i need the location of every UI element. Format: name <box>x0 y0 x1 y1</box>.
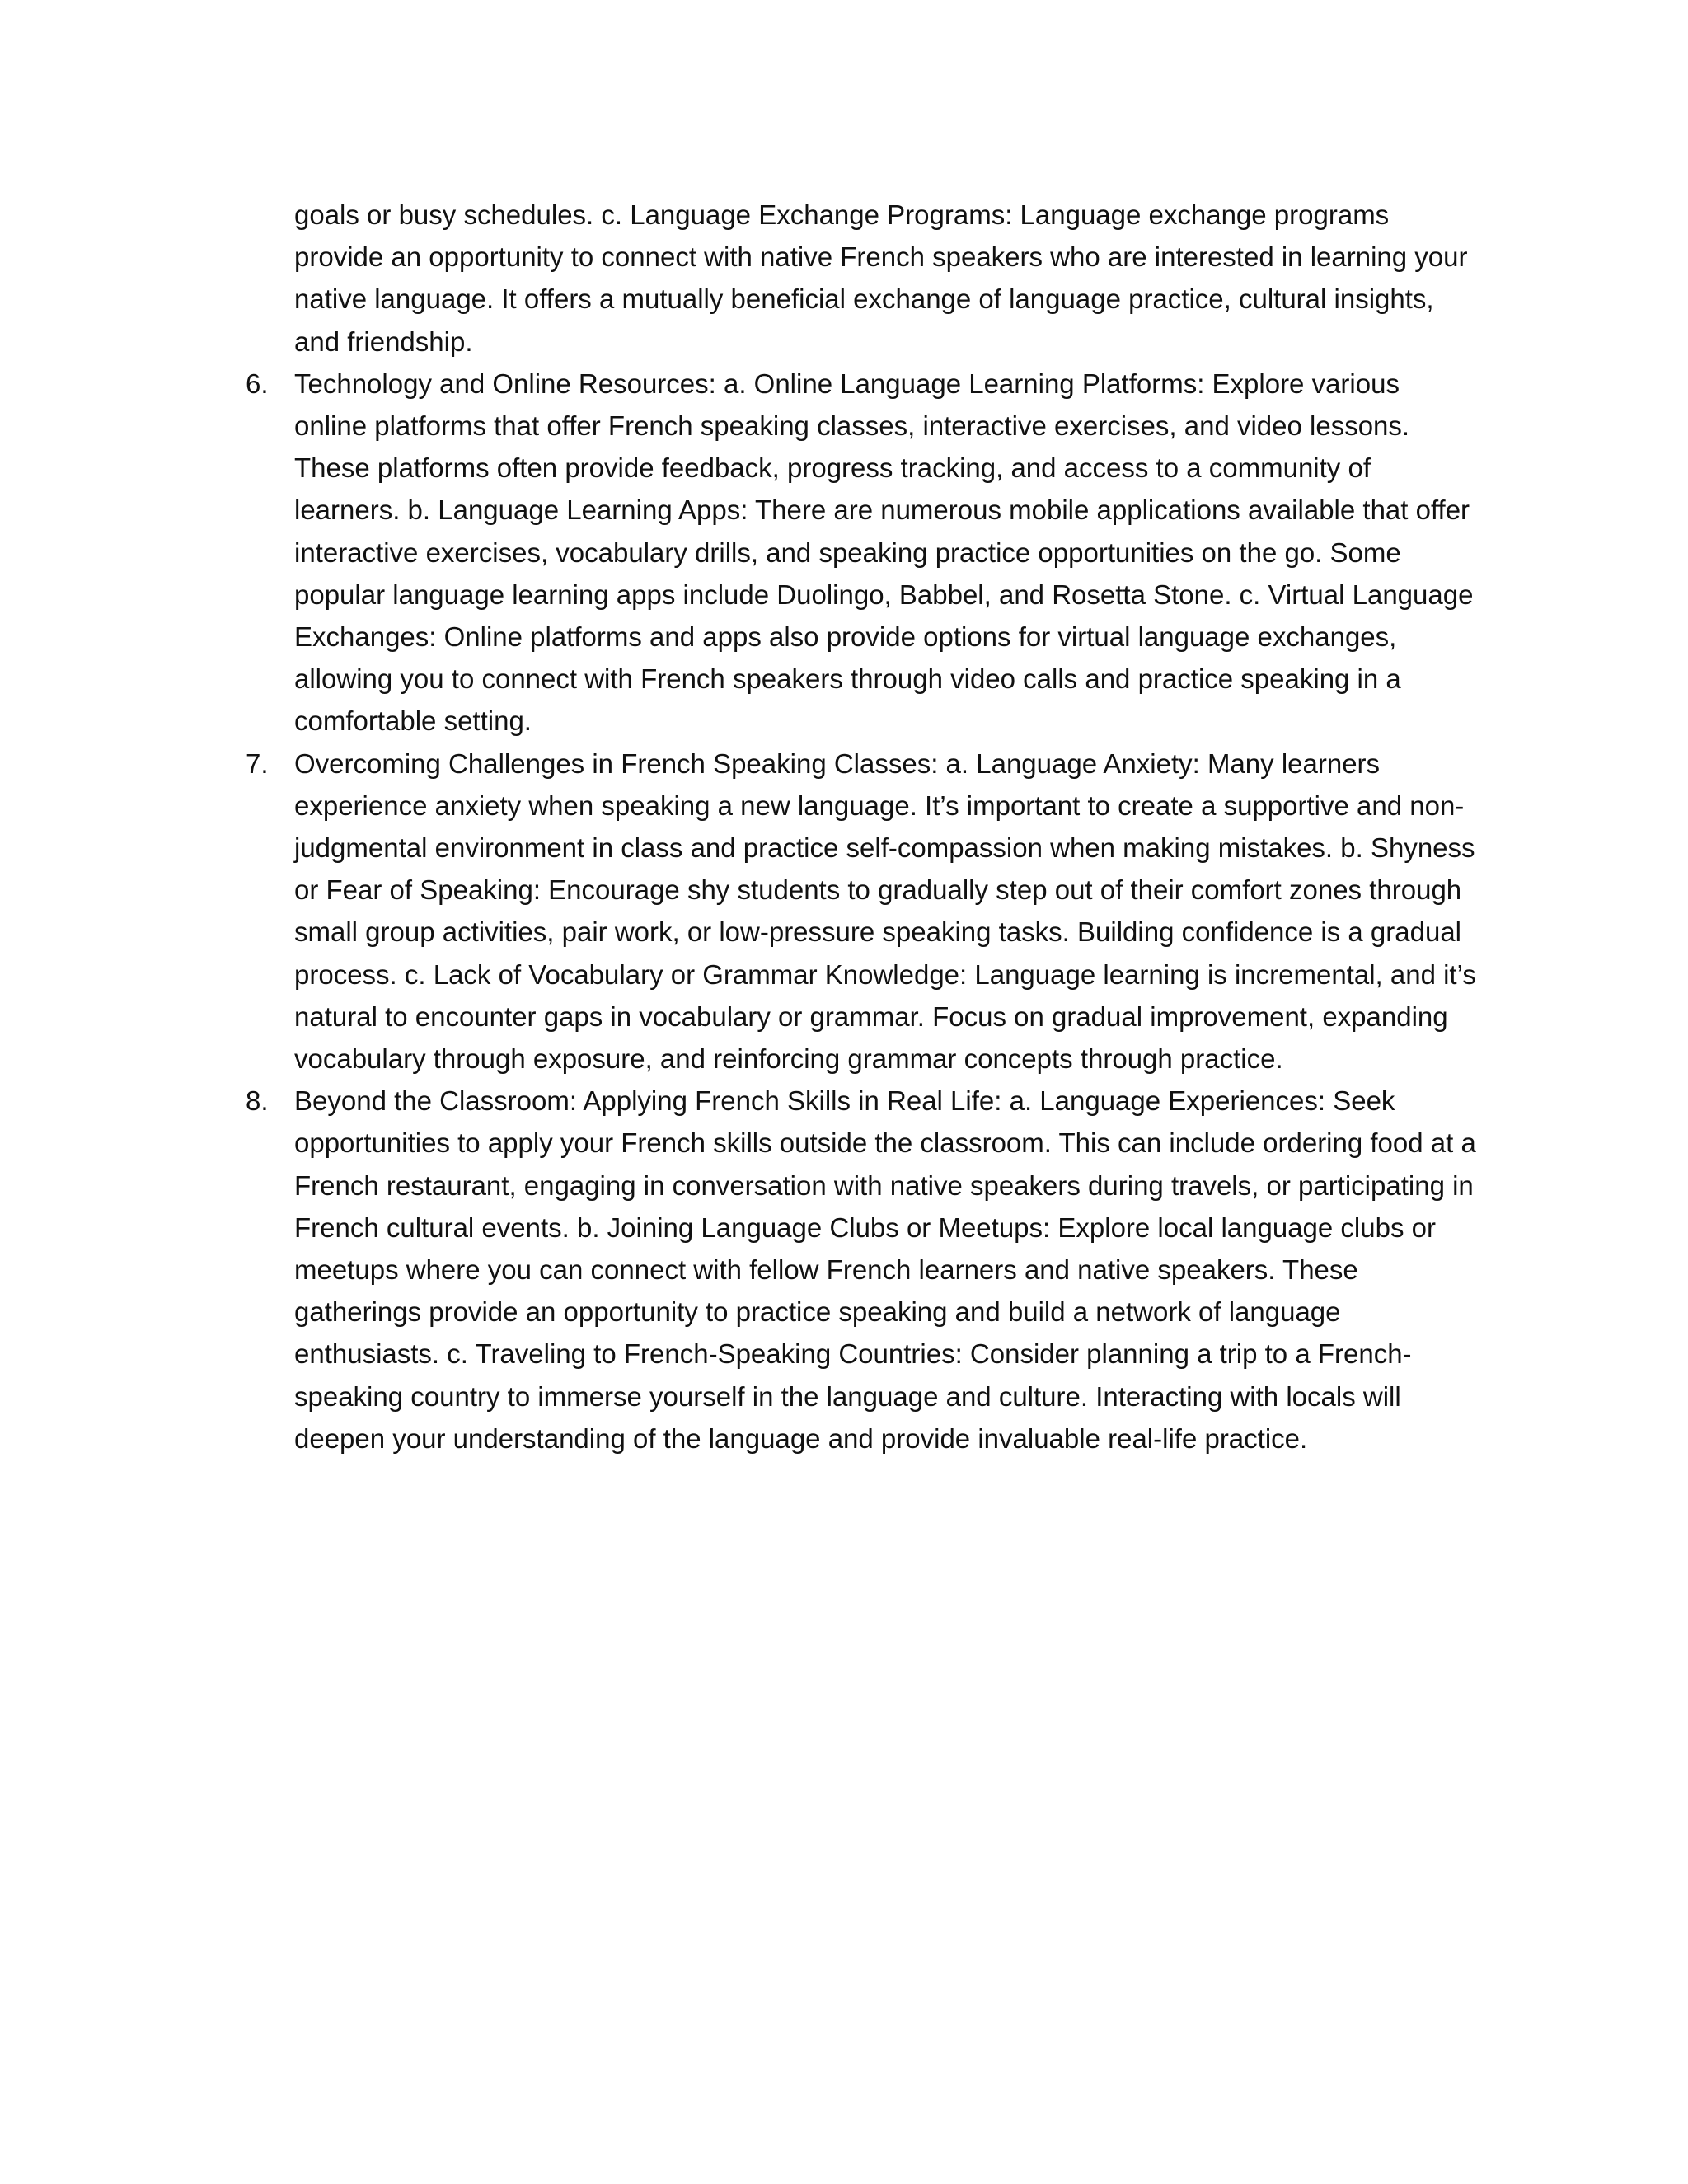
document-body <box>243 194 1479 1460</box>
list-item-text: Overcoming Challenges in French Speaking Classes: a. Language Anxiety: Many learners experience anxiety when speaking a new language. It’s important to create a supportive and non-judgmental environment in class and practice self-compassion when making mistakes. b. Shyness or Fear of Speaking: Encourage shy students to gradually step out of their comfort zones through small group activities, pair work, or low-pressure speaking tasks. Building confidence is a gradual process. c. Lack of Vocabulary or Grammar Knowledge: Language learning is incremental, and it’s natural to encounter gaps in vocabulary or grammar. Focus on gradual improvement, expanding vocabulary through exposure, and reinforcing grammar concepts through practice. <box>294 748 1476 1075</box>
list-item-text: Technology and Online Resources: a. Online Language Learning Platforms: Explore various online platforms that offer French speaking classes, interactive exercises, and video lessons. These platforms often provide feedback, progress tracking, and access to a community of learners. b. Language Learning Apps: There are numerous mobile applications available that offer interactive exercises, vocabulary drills, and speaking practice opportunities on the go. Some popular language learning apps include Duolingo, Babbel, and Rosetta Stone. c. Virtual Language Exchanges: Online platforms and apps also provide options for virtual language exchanges, allowing you to connect with French speakers through video calls and practice speaking in a comfortable setting. <box>294 368 1474 737</box>
list-item-7 <box>243 743 1479 1080</box>
list-item-number: 8. <box>246 1085 269 1117</box>
continuation-paragraph: goals or busy schedules. c. Language Exchange Programs: Language exchange programs provide an opportunity to connect with native French speakers who are interested in learning your native language. It offers a mutually beneficial exchange of language practice, cultural insights, and friendship. <box>294 199 1468 357</box>
list-item-number: 7. <box>246 748 269 779</box>
list-item-6 <box>243 363 1479 743</box>
list-item-8 <box>243 1080 1479 1460</box>
list-item-number: 6. <box>246 368 269 399</box>
list-item-text: Beyond the Classroom: Applying French Skills in Real Life: a. Language Experiences: Seek opportunities to apply your French skills outside the classroom. This can include ordering food at a French restaurant, engaging in conversation with native speakers during travels, or participating in French cultural events. b. Joining Language Clubs or Meetups: Explore local language clubs or meetups where you can connect with fellow French learners and native speakers. These gatherings provide an opportunity to practice speaking and build a network of language enthusiasts. c. Traveling to French-Speaking Countries: Consider planning a trip to a French-speaking country to immerse yourself in the language and culture. Interacting with locals will deepen your understanding of the language and provide invaluable real-life practice. <box>294 1085 1476 1454</box>
